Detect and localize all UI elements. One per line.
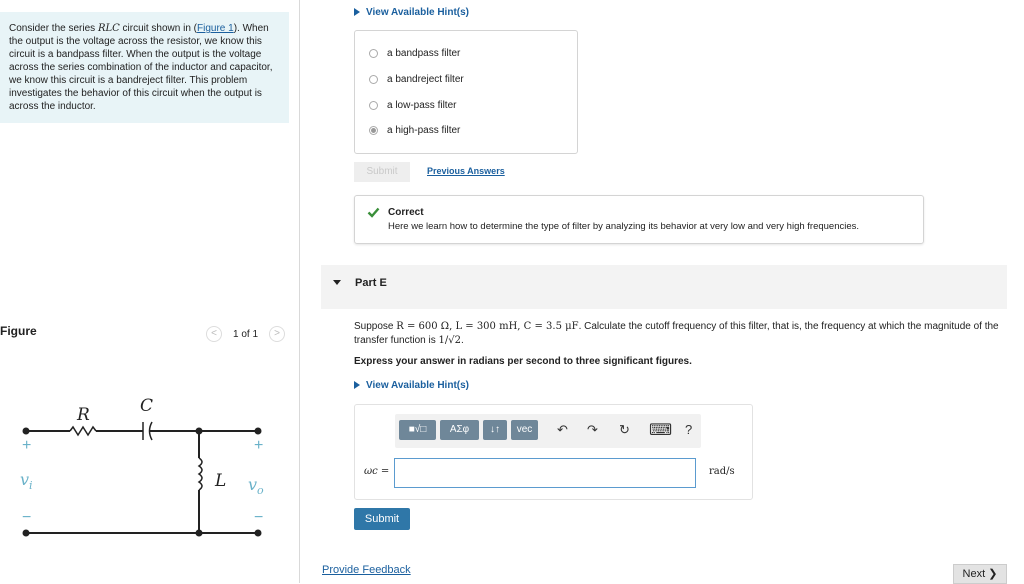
inductor-symbol bbox=[199, 458, 202, 490]
resistor-label: R bbox=[77, 405, 90, 425]
input-minus-sign: − bbox=[22, 509, 32, 526]
question-values: R = 600 Ω, L = 300 mH, C = 3.5 μF bbox=[396, 321, 579, 332]
answer-instruction: Express your answer in radians per second to three significant figures. bbox=[354, 356, 692, 367]
terminal-node bbox=[255, 428, 262, 435]
vector-button[interactable]: vec bbox=[511, 420, 538, 440]
option-label: a bandreject filter bbox=[387, 73, 464, 85]
transfer-function-value: 1/√2 bbox=[438, 335, 461, 346]
radio-button-selected[interactable] bbox=[369, 126, 378, 135]
feedback-title: Correct bbox=[388, 207, 424, 218]
collapse-caret-icon bbox=[333, 280, 341, 285]
view-hints-link[interactable] bbox=[354, 380, 469, 391]
checkmark-icon bbox=[367, 207, 380, 218]
feedback-correct-box bbox=[354, 195, 924, 244]
option-bandreject[interactable] bbox=[369, 71, 464, 87]
keyboard-icon[interactable]: ⌨ bbox=[649, 422, 673, 439]
problem-text-part: Consider the series bbox=[9, 23, 98, 34]
radio-button[interactable] bbox=[369, 49, 378, 58]
expand-triangle-icon bbox=[354, 8, 360, 16]
greek-symbols-button[interactable]: ΑΣφ bbox=[440, 420, 479, 440]
terminal-node bbox=[255, 530, 262, 537]
output-voltage-label: $v_o$ bbox=[248, 475, 264, 497]
submit-button[interactable]: Submit bbox=[354, 508, 410, 530]
option-label: a bandpass filter bbox=[387, 47, 461, 59]
problem-statement-panel bbox=[0, 12, 289, 123]
answer-input[interactable] bbox=[394, 458, 696, 488]
next-button[interactable]: Next ❯ bbox=[953, 564, 1007, 584]
answer-entry-box bbox=[354, 404, 753, 500]
option-bandpass[interactable] bbox=[369, 45, 460, 61]
figure-label: Figure bbox=[0, 324, 37, 338]
expand-triangle-icon bbox=[354, 381, 360, 389]
rlc-symbol: RLC bbox=[97, 23, 120, 34]
figure-count: 1 of 1 bbox=[233, 329, 259, 340]
inductor-label: L bbox=[215, 471, 227, 491]
view-hints-link[interactable] bbox=[354, 7, 469, 18]
provide-feedback-link[interactable]: Provide Feedback bbox=[322, 564, 411, 576]
view-hints-label: View Available Hint(s) bbox=[366, 380, 469, 391]
problem-text-part: ). When the output is the voltage across the resistor, we know this circuit is a bandpass filter. When the output is the voltage across the series combination of the inductor and capacitor, we know this circuit is a bandreject filter. This problem investigates the behavior of this circuit when the output is across the inductor. bbox=[9, 23, 273, 112]
submit-button-disabled[interactable]: Submit bbox=[354, 162, 410, 182]
input-voltage-label: $v_i$ bbox=[20, 470, 33, 492]
panel-divider bbox=[299, 0, 300, 583]
output-plus-sign: + bbox=[254, 437, 264, 454]
problem-text-part: circuit shown in ( bbox=[119, 23, 198, 34]
part-e-header[interactable] bbox=[321, 265, 1007, 309]
junction-node bbox=[196, 530, 203, 537]
radio-button[interactable] bbox=[369, 75, 378, 84]
problem-text bbox=[9, 22, 281, 113]
feedback-message: Here we learn how to determine the type of filter by analyzing its behavior at very low and very high frequencies. bbox=[388, 221, 860, 232]
previous-answers-link[interactable]: Previous Answers bbox=[427, 166, 505, 176]
redo-icon[interactable]: ↷ bbox=[587, 422, 598, 437]
option-high-pass[interactable] bbox=[369, 122, 460, 138]
answer-variable-label: ωc = bbox=[364, 466, 390, 477]
option-label: a low-pass filter bbox=[387, 99, 457, 111]
rlc-circuit-diagram bbox=[0, 390, 290, 550]
next-figure-button[interactable]: > bbox=[269, 326, 285, 342]
part-title: Part E bbox=[355, 277, 387, 289]
terminal-node bbox=[23, 530, 30, 537]
question-text bbox=[354, 320, 1014, 348]
answer-unit: rad/s bbox=[709, 466, 735, 477]
radio-button[interactable] bbox=[369, 101, 378, 110]
math-toolbar bbox=[395, 414, 701, 448]
multiple-choice-options bbox=[354, 30, 578, 154]
previous-figure-button[interactable]: < bbox=[206, 326, 222, 342]
terminal-node bbox=[23, 428, 30, 435]
templates-button[interactable]: ■√□ bbox=[399, 420, 436, 440]
option-low-pass[interactable] bbox=[369, 97, 456, 113]
arrows-button[interactable]: ↓↑ bbox=[483, 420, 507, 440]
question-part: . bbox=[460, 335, 464, 346]
question-part: . Calculate the cutoff frequency of this filter, that is, the frequency at which the magnitude of the transfer function is bbox=[354, 321, 999, 346]
question-part: Suppose bbox=[354, 321, 397, 332]
help-icon[interactable]: ? bbox=[685, 422, 693, 437]
input-plus-sign: + bbox=[22, 437, 32, 454]
resistor-symbol bbox=[70, 427, 96, 435]
undo-icon[interactable]: ↶ bbox=[557, 422, 568, 437]
option-label: a high-pass filter bbox=[387, 124, 461, 136]
output-minus-sign: − bbox=[254, 509, 264, 526]
view-hints-label: View Available Hint(s) bbox=[366, 7, 469, 18]
reset-icon[interactable]: ↻ bbox=[619, 422, 630, 437]
figure-link[interactable]: Figure 1 bbox=[197, 23, 234, 34]
capacitor-label: C bbox=[140, 396, 154, 416]
junction-node bbox=[196, 428, 203, 435]
